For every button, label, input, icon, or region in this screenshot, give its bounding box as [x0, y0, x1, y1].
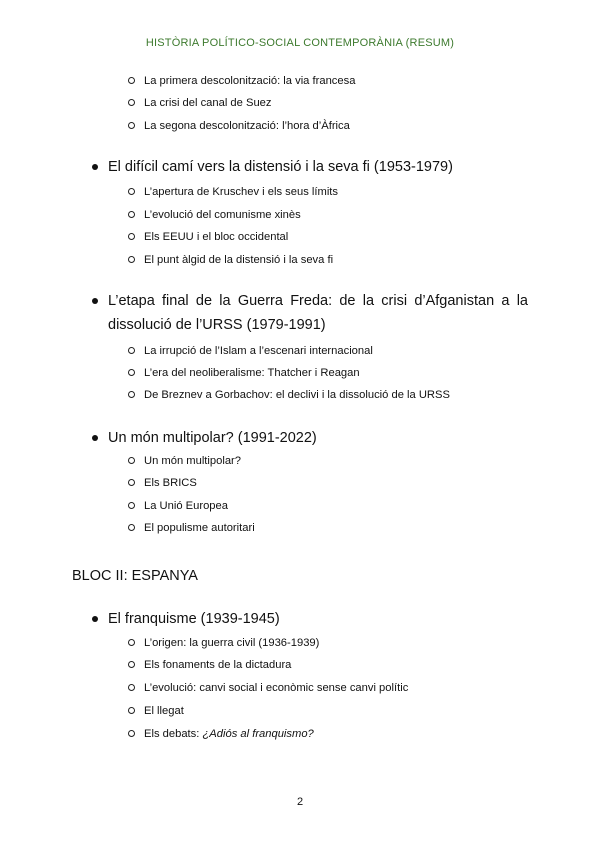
hollow-circle-bullet-icon [128, 347, 135, 354]
hollow-circle-bullet-icon [128, 188, 135, 195]
topic-heading [92, 426, 528, 450]
hollow-circle-bullet-icon [128, 707, 135, 714]
topic-heading-text: El franquisme (1939-1945) [108, 611, 280, 627]
page-header: HISTÒRIA POLÍTICO-SOCIAL CONTEMPORÀNIA (RESUM) [145, 37, 455, 49]
hollow-circle-bullet-icon [128, 256, 135, 263]
list-item [128, 230, 288, 244]
list-item [128, 499, 228, 513]
list-item-text: La Unió Europea [144, 500, 228, 512]
topic-heading-text: L’etapa final de la Guerra Freda: de la crisi d’Afganistan a la dissolució de l’URSS (1979-1991) [108, 293, 528, 333]
hollow-circle-bullet-icon [128, 369, 135, 376]
hollow-circle-bullet-icon [128, 730, 135, 737]
filled-circle-bullet-icon [92, 298, 98, 304]
list-item-text: L’era del neoliberalisme: Thatcher i Reagan [144, 367, 360, 379]
list-item-text: De Breznev a Gorbachov: el declivi i la dissolució de la URSS [144, 389, 450, 401]
hollow-circle-bullet-icon [128, 233, 135, 240]
list-item [128, 366, 360, 380]
filled-circle-bullet-icon [92, 435, 98, 441]
list-item-text: L’origen: la guerra civil (1936-1939) [144, 637, 320, 649]
hollow-circle-bullet-icon [128, 77, 135, 84]
list-item-text: Els fonaments de la dictadura [144, 659, 292, 671]
list-item [128, 185, 338, 199]
section-title: BLOC II: ESPANYA [72, 568, 198, 584]
list-item [128, 658, 291, 672]
list-item [128, 388, 450, 402]
list-item [128, 96, 272, 110]
hollow-circle-bullet-icon [128, 457, 135, 464]
list-item-text: Els EEUU i el bloc occidental [144, 231, 289, 243]
hollow-circle-bullet-icon [128, 99, 135, 106]
list-item [128, 344, 373, 358]
hollow-circle-bullet-icon [128, 524, 135, 531]
topic-heading [92, 289, 528, 337]
hollow-circle-bullet-icon [128, 502, 135, 509]
list-item-text: Un món multipolar? [144, 455, 242, 467]
list-item-text-prefix: Els debats: [144, 728, 203, 740]
hollow-circle-bullet-icon [128, 684, 135, 691]
hollow-circle-bullet-icon [128, 639, 135, 646]
page-number: 2 [296, 796, 304, 808]
list-item-text: La segona descolonització: l’hora d’Àfrica [144, 120, 350, 132]
list-item-text: La irrupció de l’Islam a l’escenari internacional [144, 345, 373, 357]
list-item-text-italic: ¿Adiós al franquismo? [202, 728, 314, 740]
list-item [128, 704, 184, 718]
list-item-text: Els BRICS [144, 477, 197, 489]
list-item-text: El llegat [144, 705, 184, 717]
topic-heading [92, 155, 528, 179]
list-item-text: L’apertura de Kruschev i els seus límits [144, 186, 339, 198]
list-item [128, 681, 408, 695]
hollow-circle-bullet-icon [128, 391, 135, 398]
list-item [128, 727, 314, 741]
list-item [128, 208, 301, 222]
hollow-circle-bullet-icon [128, 211, 135, 218]
list-item-text: El populisme autoritari [144, 522, 255, 534]
topic-heading [92, 607, 528, 631]
list-item [128, 454, 241, 468]
list-item-text: El punt àlgid de la distensió i la seva fi [144, 254, 334, 266]
list-item-text: L’evolució: canvi social i econòmic sense canvi polític [144, 682, 409, 694]
hollow-circle-bullet-icon [128, 479, 135, 486]
list-item [128, 636, 319, 650]
filled-circle-bullet-icon [92, 616, 98, 622]
hollow-circle-bullet-icon [128, 122, 135, 129]
list-item-text: La primera descolonització: la via francesa [144, 75, 356, 87]
topic-heading-text: Un món multipolar? (1991-2022) [108, 430, 317, 446]
list-item [128, 119, 350, 133]
list-item [128, 253, 333, 267]
list-item-text: La crisi del canal de Suez [144, 97, 272, 109]
list-item [128, 74, 355, 88]
list-item [128, 476, 197, 490]
list-item [128, 521, 255, 535]
topic-heading-text: El difícil camí vers la distensió i la seva fi (1953-1979) [108, 159, 453, 175]
list-item-text: L’evolució del comunisme xinès [144, 209, 301, 221]
hollow-circle-bullet-icon [128, 661, 135, 668]
filled-circle-bullet-icon [92, 164, 98, 170]
